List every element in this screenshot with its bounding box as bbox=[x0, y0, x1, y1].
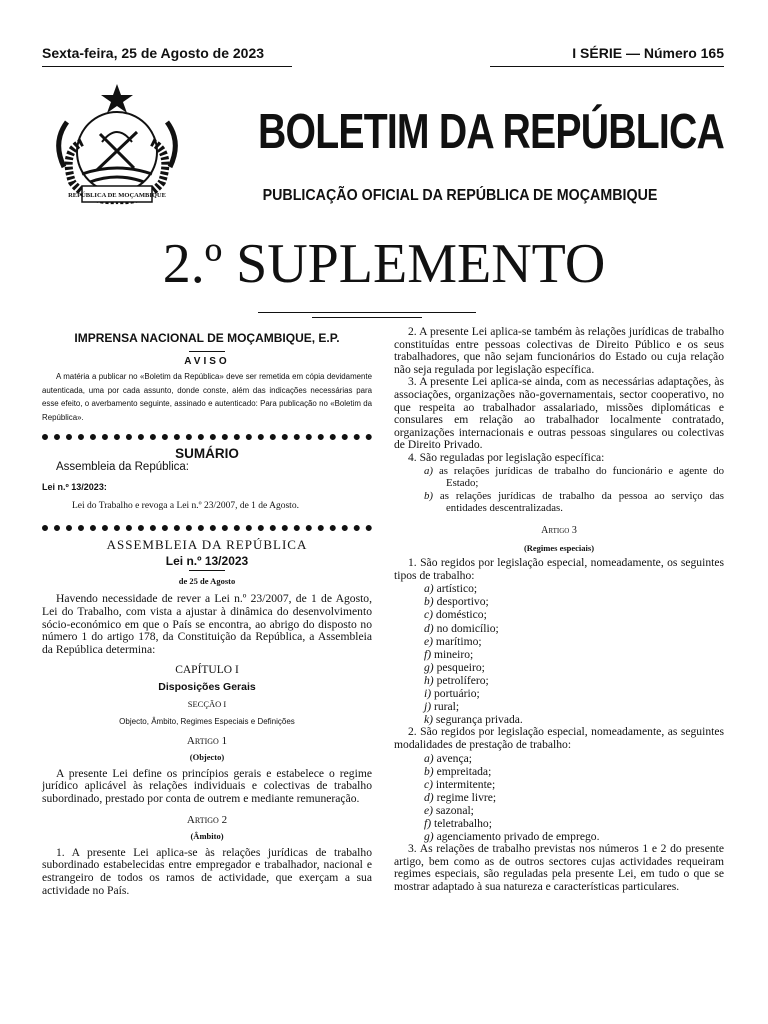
chapter-number: CAPÍTULO I bbox=[175, 664, 239, 677]
article-1-number: Artigo 1 bbox=[186, 734, 228, 747]
article-2-paragraph-4: 4. São reguladas por legislação específica: bbox=[408, 450, 605, 464]
section-number: SECÇÃO I bbox=[187, 698, 227, 709]
issue-date: Sexta-feira, 25 de Agosto de 2023 bbox=[42, 45, 292, 67]
list-item: i) portuário; bbox=[424, 687, 480, 701]
list-item: b) desportivo; bbox=[424, 595, 489, 609]
list-item: j) rural; bbox=[424, 700, 460, 714]
publication-subtitle: PUBLICAÇÃO OFICIAL DA REPÚBLICA DE MOÇAMBIQUE bbox=[262, 187, 658, 204]
preamble: Havendo necessidade de rever a Lei n.º 23/2007, de 1 de Agosto, Lei do Trabalho, com vista a ajustar à dinâmica do desenvolvimento sócio-económico em que o País se encontra, ao abrigo do disposto no número 1 do artigo 178, da Constituição da República, a Assembleia da República determina: bbox=[42, 592, 372, 656]
list-item: c) intermitente; bbox=[424, 777, 496, 791]
divider bbox=[189, 351, 225, 352]
list-item: h) petrolífero; bbox=[424, 673, 489, 687]
list-item: f) mineiro; bbox=[424, 647, 474, 661]
article-2-paragraph-2: 2. A presente Lei aplica-se também às relações jurídicas de trabalho constituídas entre pessoas colectivas de Direito Público e os seus trabalhadores, que não sejam funcionários do Estado ou cuja relação não seja regulada por legislação específica. bbox=[394, 325, 724, 376]
right-column bbox=[394, 326, 724, 894]
dotted-divider bbox=[42, 525, 372, 531]
article-3-paragraph-1: 1. São regidos por legislação especial, nomeadamente, os seguintes tipos de trabalho: bbox=[394, 556, 724, 582]
list-item: d) no domicílio; bbox=[424, 621, 499, 635]
article-1-title: (Objecto) bbox=[189, 752, 225, 763]
list-item: a) artístico; bbox=[424, 582, 478, 596]
list-item: g) agenciamento privado de emprego. bbox=[424, 830, 600, 844]
list-item: c) doméstico; bbox=[424, 608, 487, 622]
work-types-list bbox=[394, 582, 724, 726]
article-3-paragraph-3: 3. As relações de trabalho previstas nos números 1 e 2 do presente artigo, bem como as de outros sectores cujas actividades requeiram regimes especiais, são reguladas pela presente Lei, em tudo o que se mostrar adaptado à sua natureza e características particulares. bbox=[394, 842, 724, 893]
divider bbox=[258, 312, 476, 313]
left-column bbox=[42, 326, 372, 897]
divider bbox=[312, 317, 422, 318]
article-2-paragraph-3: 3. A presente Lei aplica-se ainda, com as necessárias adaptações, às associações, organizações não-governamentais, sector cooperativo, no que respeita ao trabalhador assalariado, missões diplomáticas e consulares em relação ao trabalhador localmente contratado, organizações internacionais e outras pessoas singulares ou colectivas de Direito Privado. bbox=[394, 375, 724, 452]
notice-title: AVISO bbox=[184, 355, 230, 367]
article-2-paragraph-1: 1. A presente Lei aplica-se às relações jurídicas de trabalho subordinado estabelecidas entre empregador e trabalhador, nacional e estrangeiro de todos os ramos de actividade, que exerçam a sua actividade no País. bbox=[42, 845, 372, 897]
article-2-number: Artigo 2 bbox=[186, 813, 228, 826]
list-item: b) as relações jurídicas de trabalho da pessoa ao serviço das entidades descentralizadas. bbox=[424, 489, 724, 515]
section-title: Objecto, Âmbito, Regimes Especiais e Definições bbox=[119, 717, 295, 727]
chapter-title: Disposições Gerais bbox=[158, 680, 256, 693]
article-3-paragraph-2: 2. São regidos por legislação especial, nomeadamente, as seguintes modalidades de prestação de trabalho: bbox=[394, 725, 724, 751]
supplement-title: 2.º SUPLEMENTO bbox=[162, 233, 606, 295]
list-item: e) sazonal; bbox=[424, 803, 474, 817]
article-3-number: Artigo 3 bbox=[541, 524, 577, 536]
summary-law-description: Lei do Trabalho e revoga a Lei n.º 23/2007, de 1 de Agosto. bbox=[72, 500, 299, 511]
list-item: a) avença; bbox=[424, 751, 472, 765]
list-item: d) regime livre; bbox=[424, 790, 497, 804]
list-item: k) segurança privada. bbox=[424, 713, 523, 727]
publication-title: BOLETIM DA REPÚBLICA bbox=[258, 105, 724, 159]
dotted-divider bbox=[42, 434, 372, 440]
divider bbox=[189, 570, 225, 571]
list-item: b) empreitada; bbox=[424, 764, 492, 778]
coat-of-arms-emblem bbox=[42, 82, 192, 214]
assembly-heading: ASSEMBLEIA DA REPÚBLICA bbox=[106, 536, 308, 552]
summary-organ: Assembleia da República: bbox=[56, 460, 189, 473]
article-3-title: (Regimes especiais) bbox=[523, 542, 595, 553]
list-item: f) teletrabalho; bbox=[424, 816, 492, 830]
article-1-text: A presente Lei define os princípios gerais e estabelece o regime jurídico aplicável às relações individuais e colectivas de trabalho subordinado, prestado por conta de outrem e mediante remuneração. bbox=[42, 766, 372, 806]
list-item: a) as relações jurídicas de trabalho do funcionário e agente do Estado; bbox=[424, 464, 724, 490]
article-2-title: (Âmbito) bbox=[190, 831, 224, 842]
list-item: e) marítimo; bbox=[424, 634, 482, 648]
press-name: IMPRENSA NACIONAL DE MOÇAMBIQUE, E.P. bbox=[74, 331, 340, 345]
summary-title: SUMÁRIO bbox=[175, 446, 239, 462]
law-title: Lei n.º 13/2023 bbox=[165, 554, 249, 569]
summary-law-number: Lei n.º 13/2023: bbox=[42, 482, 107, 493]
work-modalities-list bbox=[394, 752, 724, 844]
list-item: g) pesqueiro; bbox=[424, 660, 485, 674]
notice-text: A matéria a publicar no «Boletim da República» deve ser remetida em cópia devidamente autenticada, uma por cada assunto, donde conste, além das indicações necessárias para esse efeito, o averbamento seguinte, assinado e autenticado: Para publicação no «Boletim da República». bbox=[42, 372, 372, 422]
law-date: de 25 de Agosto bbox=[178, 575, 236, 586]
series-number: I SÉRIE — Número 165 bbox=[490, 45, 724, 67]
seal-text: REPÚBLICA DE MOÇAMBIQUE bbox=[68, 192, 166, 199]
